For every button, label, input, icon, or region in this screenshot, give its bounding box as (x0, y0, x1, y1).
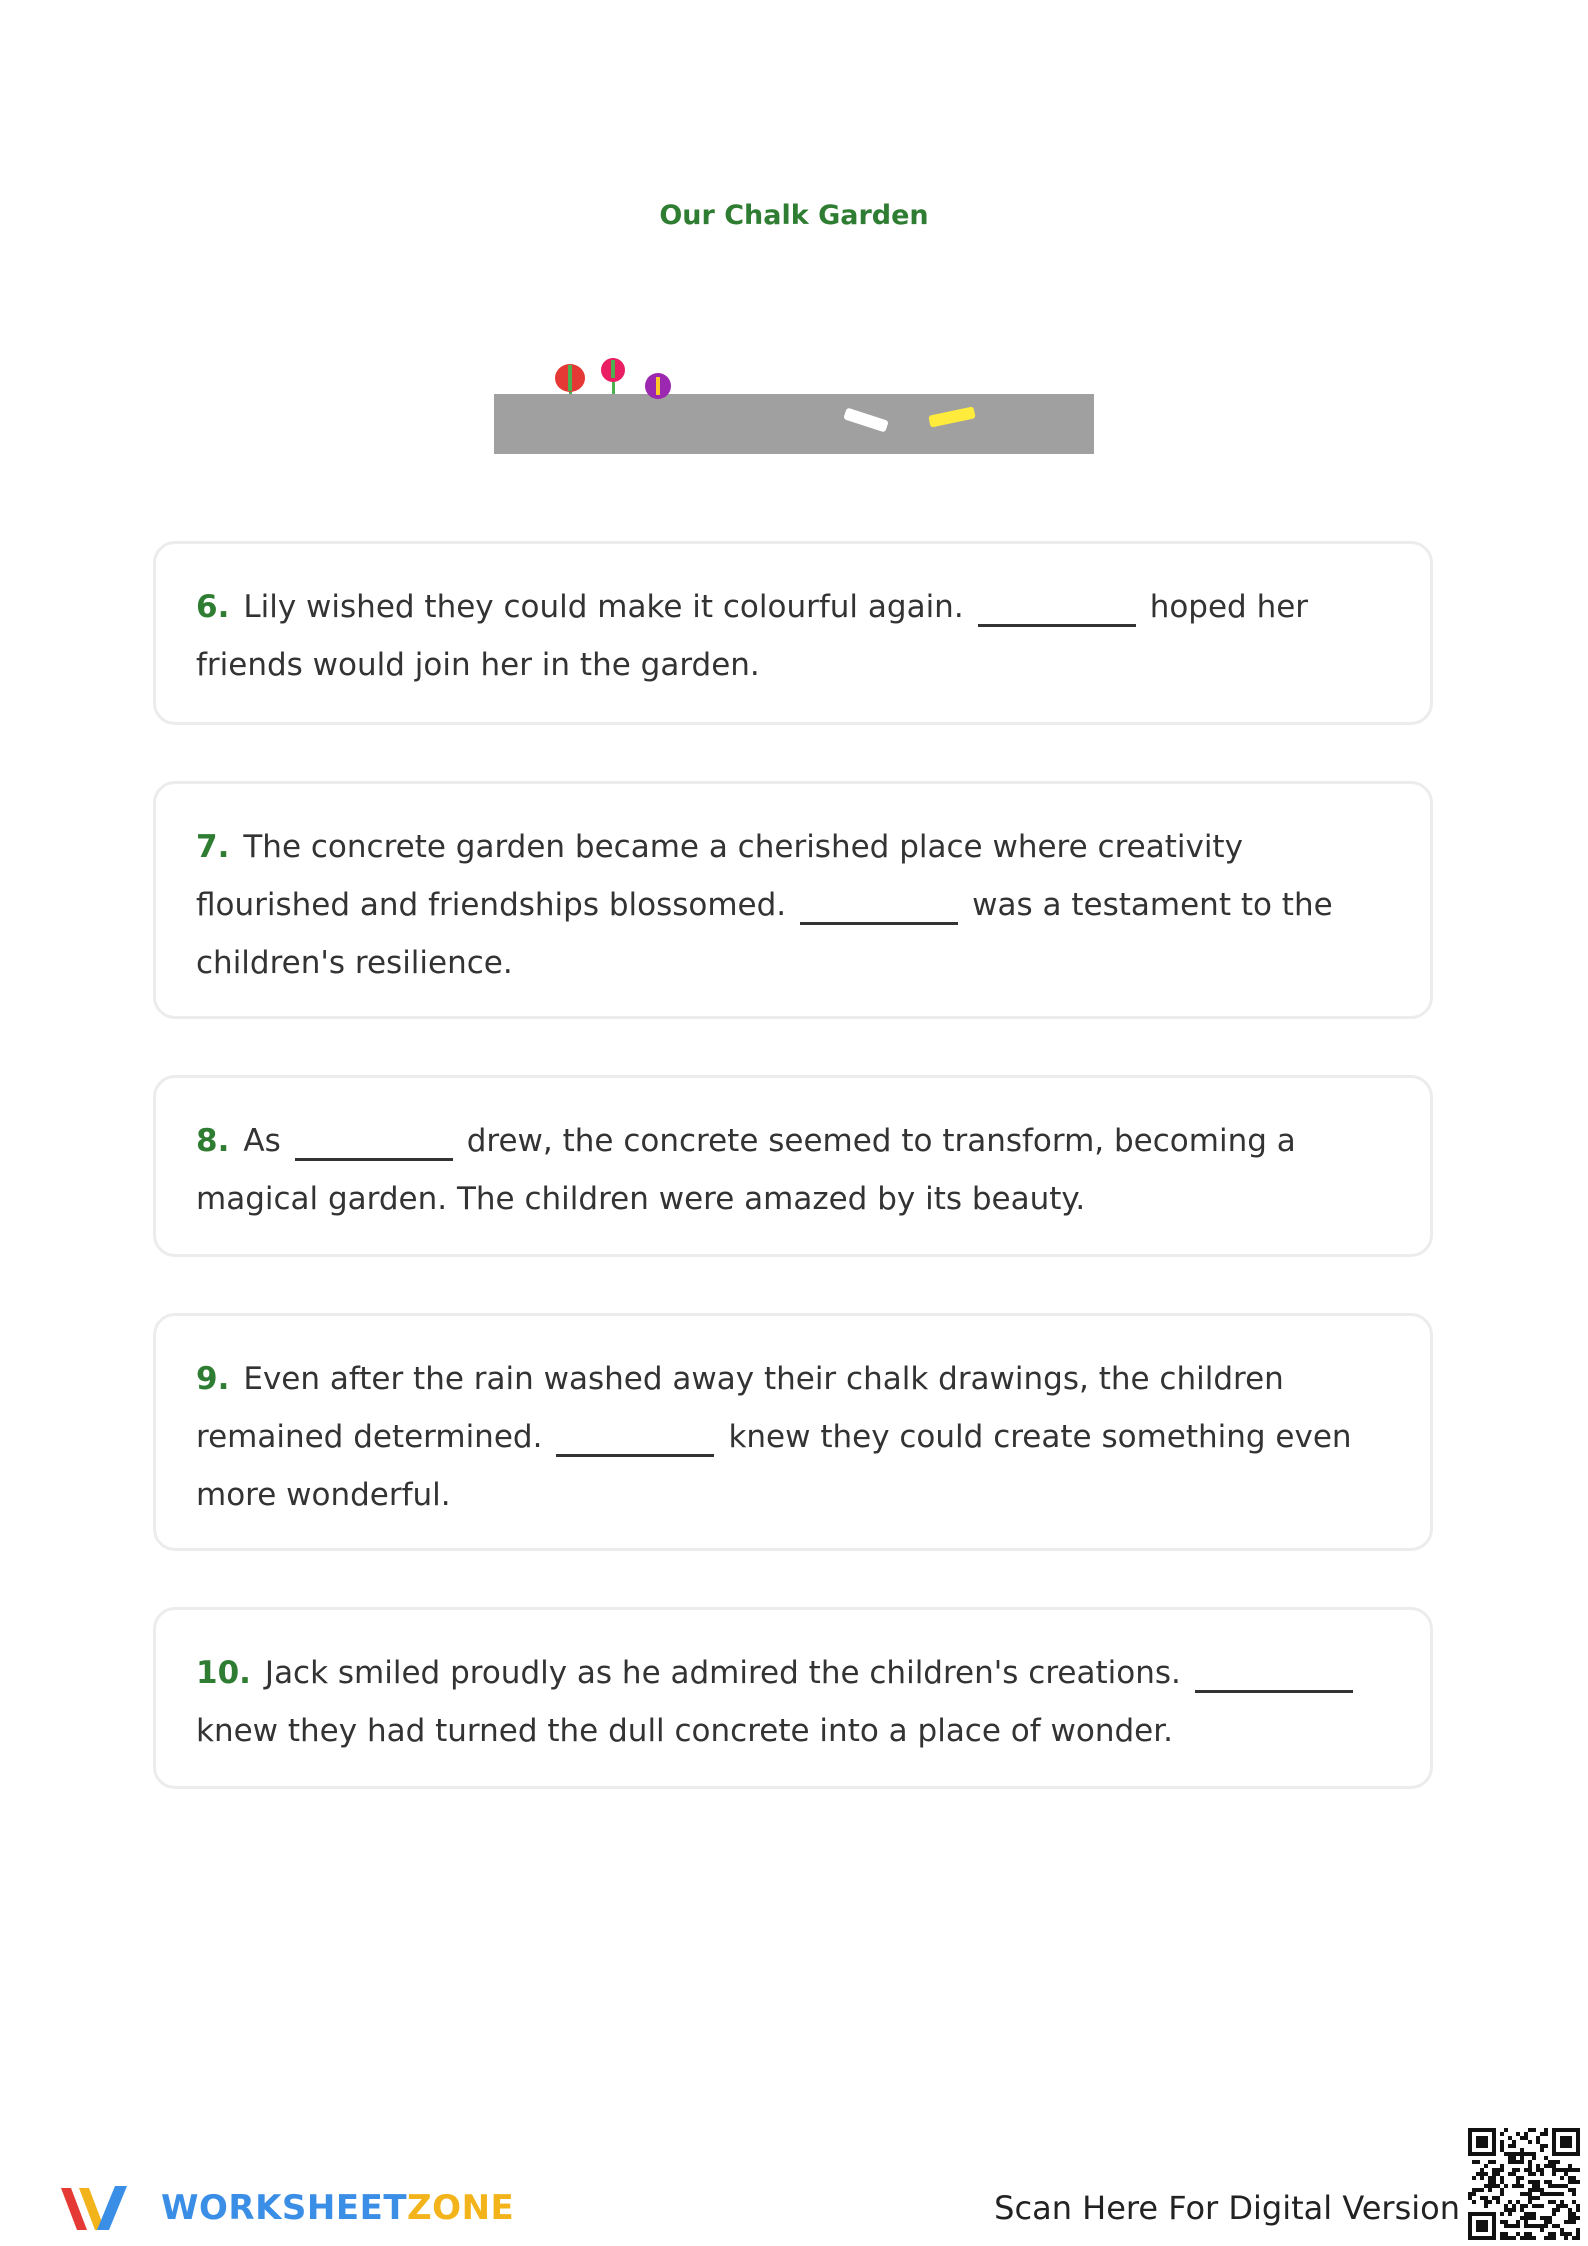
question-text (196, 1644, 1390, 1760)
question-text-before: Lily wished they could make it colourful again. (243, 589, 964, 625)
question-text-before: Even after the rain washed away their chalk drawings, the children remained determined. (196, 1361, 1284, 1455)
worksheetzone-logo-icon (57, 2180, 147, 2236)
scan-label: Scan Here For Digital Version (994, 2189, 1460, 2227)
question-number: 7. (196, 829, 230, 865)
question-text (196, 818, 1390, 992)
question-text (196, 1350, 1390, 1524)
question-text-after: knew they had turned the dull concrete into a place of wonder. (196, 1713, 1173, 1749)
question-text-before: The concrete garden became a cherished place where creativity flourished and friendships blossomed. (196, 829, 1243, 923)
question-card-7 (153, 781, 1433, 1019)
answer-blank[interactable] (800, 892, 958, 925)
question-card-8 (153, 1075, 1433, 1257)
answer-blank[interactable] (295, 1128, 453, 1161)
question-text-after: was a testament to the children's resilience. (196, 887, 1333, 981)
chalk-garden-illustration (494, 350, 1094, 454)
answer-blank[interactable] (1195, 1660, 1353, 1693)
qr-code-icon[interactable] (1468, 2128, 1580, 2240)
question-text-after: drew, the concrete seemed to transform, becoming a magical garden. The children were amazed by its beauty. (196, 1123, 1296, 1217)
question-number: 8. (196, 1123, 230, 1159)
question-number: 6. (196, 589, 230, 625)
question-text-before: Jack smiled proudly as he admired the children's creations. (264, 1655, 1181, 1691)
question-text-after: knew they could create something even more wonderful. (196, 1419, 1352, 1513)
question-card-6 (153, 541, 1433, 725)
question-number: 9. (196, 1361, 230, 1397)
flower-icon (601, 358, 625, 394)
question-text (196, 578, 1390, 694)
page-title: Our Chalk Garden (659, 200, 929, 231)
question-card-9 (153, 1313, 1433, 1551)
logo-text: WORKSHEETZONE (161, 2188, 515, 2228)
question-number: 10. (196, 1655, 251, 1691)
answer-blank[interactable] (978, 594, 1136, 627)
question-text (196, 1112, 1390, 1228)
concrete-slab (494, 394, 1094, 454)
flower-icon (555, 364, 585, 394)
answer-blank[interactable] (556, 1424, 714, 1457)
question-card-10 (153, 1607, 1433, 1789)
question-text-before: As (243, 1123, 281, 1159)
question-text-after: hoped her friends would join her in the garden. (196, 589, 1309, 683)
flower-icon (645, 373, 671, 399)
worksheetzone-logo[interactable] (57, 2180, 515, 2236)
